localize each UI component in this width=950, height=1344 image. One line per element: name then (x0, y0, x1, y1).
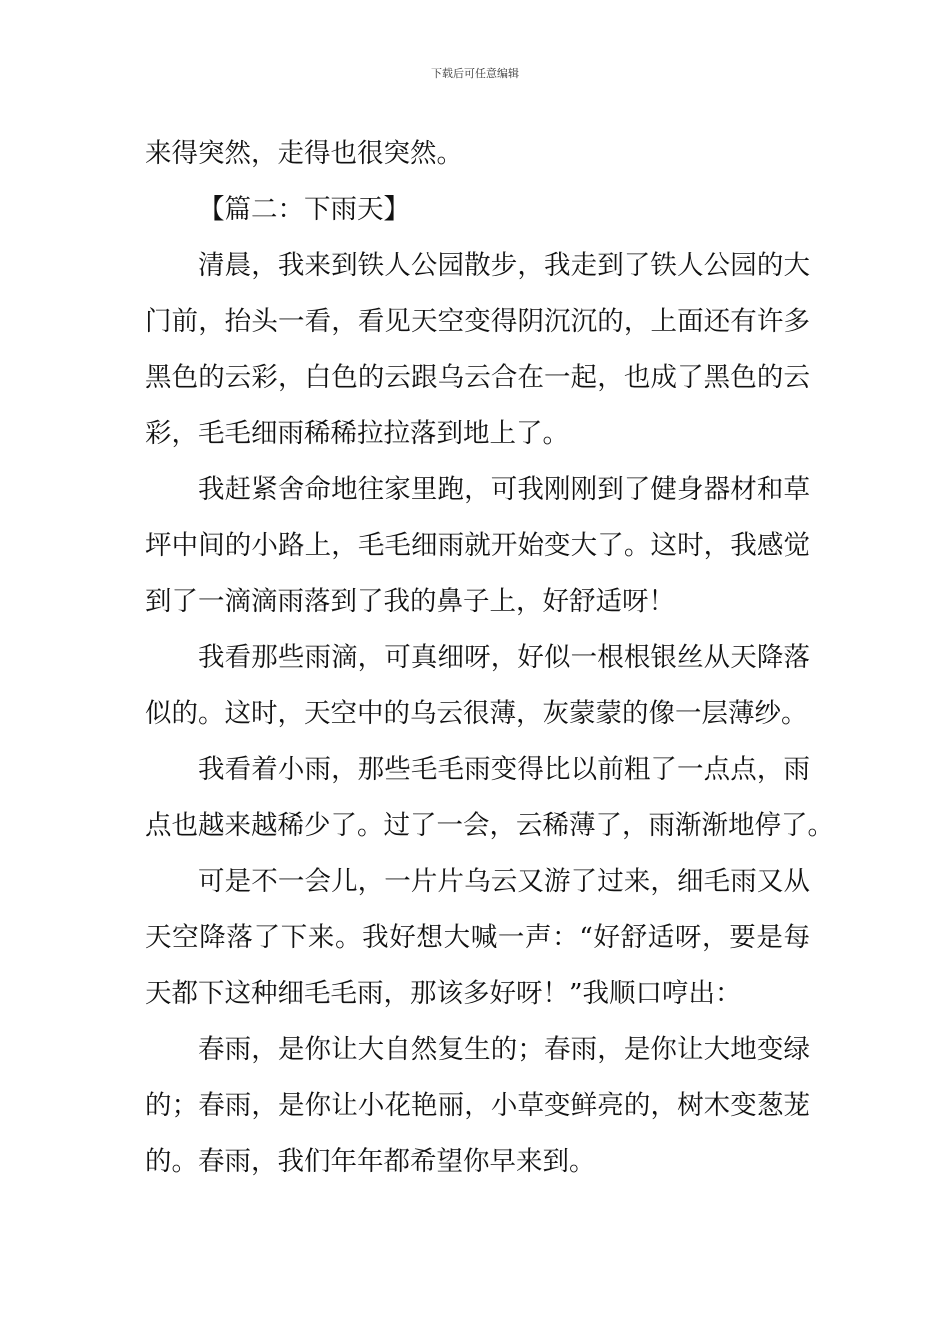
text-line: 天空降落了下来。我好想大喊一声：“好舒适呀，要是每 (145, 922, 810, 953)
text-line: 彩，毛毛细雨稀稀拉拉落到地上了。 (145, 418, 569, 449)
text-line: 清晨，我来到铁人公园散步，我走到了铁人公园的大 (198, 250, 810, 281)
text-line: 我赶紧舍命地往家里跑，可我刚刚到了健身器材和草 (198, 474, 810, 505)
text-line: 门前，抬头一看，看见天空变得阴沉沉的，上面还有许多 (145, 306, 810, 337)
text-line: 坪中间的小路上，毛毛细雨就开始变大了。这时，我感觉 (145, 530, 810, 561)
text-line: 黑色的云彩，白色的云跟乌云合在一起，也成了黑色的云 (145, 362, 810, 393)
text-line: 点也越来越稀少了。过了一会，云稀薄了，雨渐渐地停了。 (145, 810, 834, 841)
text-line: 似的。这时，天空中的乌云很薄，灰蒙蒙的像一层薄纱。 (145, 698, 808, 729)
text-line: 的。春雨，我们年年都希望你早来到。 (145, 1146, 596, 1177)
page-header: 下载后可任意编辑 (431, 67, 519, 80)
document-body (145, 126, 834, 1190)
text-line: 天都下这种细毛毛雨，那该多好呀！”我顺口哼出： (145, 978, 742, 1009)
text-line: 来得突然，走得也很突然。 (145, 138, 463, 169)
text-line: 春雨，是你让大自然复生的；春雨，是你让大地变绿 (198, 1034, 810, 1065)
text-line: 可是不一会儿，一片片乌云又游了过来，细毛雨又从 (198, 866, 810, 897)
text-line: 的；春雨，是你让小花艳丽，小草变鲜亮的，树木变葱茏 (145, 1090, 810, 1121)
section-heading: 【篇二：下雨天】 (198, 194, 410, 225)
text-line: 我看那些雨滴，可真细呀，好似一根根银丝从天降落 (198, 642, 810, 673)
text-line: 到了一滴滴雨落到了我的鼻子上，好舒适呀！ (145, 586, 675, 617)
text-line: 我看着小雨，那些毛毛雨变得比以前粗了一点点，雨 (198, 754, 810, 785)
